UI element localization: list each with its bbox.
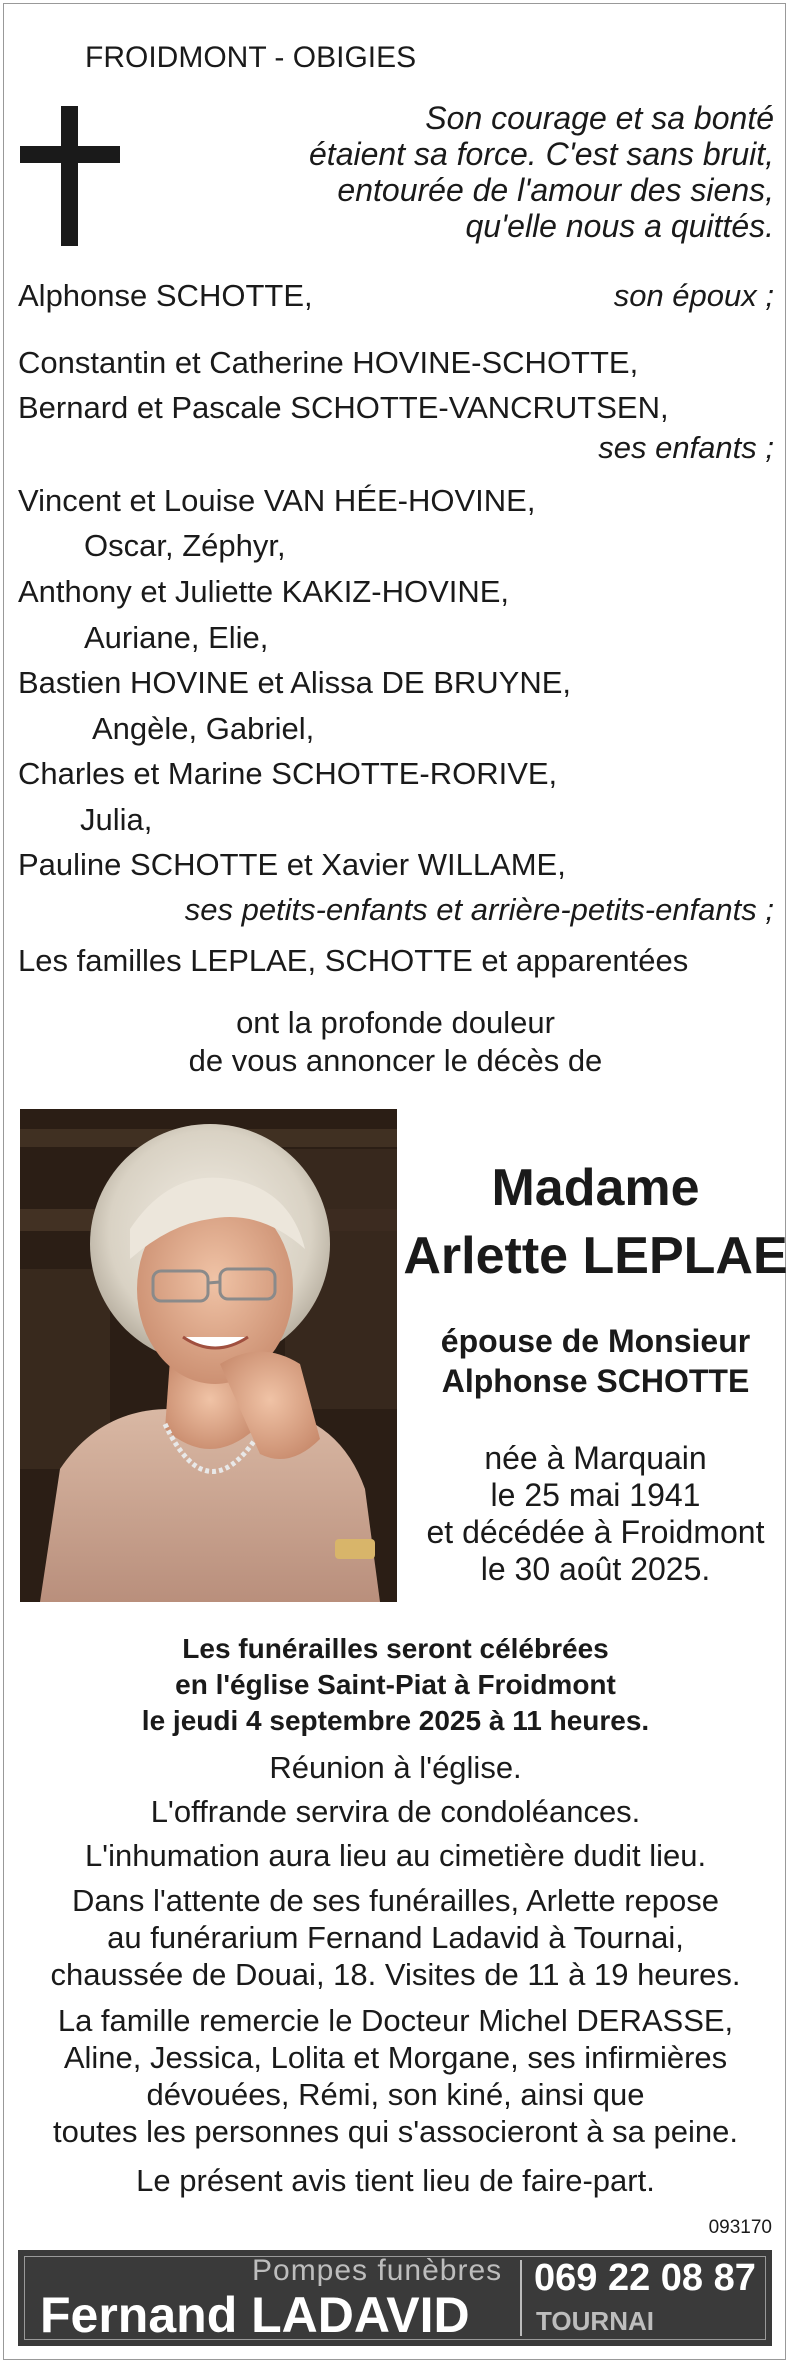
funeral-info-line: Réunion à l'église.	[269, 1750, 522, 1785]
funeral-line: le jeudi 4 septembre 2025 à 11 heures.	[141, 1705, 650, 1736]
banner-subtitle: Pompes funèbres	[252, 2254, 503, 2287]
deceased-title: Madame	[491, 1159, 700, 1217]
grandchild-line: Charles et Marine SCHOTTE-RORIVE,	[18, 756, 558, 791]
child-line: Constantin et Catherine HOVINE-SCHOTTE,	[18, 345, 639, 380]
funeral-info-line: La famille remercie le Docteur Michel DERASSE,	[57, 2003, 734, 2038]
funeral-info-line: toutes les personnes qui s'associeront à sa peine.	[53, 2114, 738, 2149]
epigraph-line: Son courage et sa bonté	[425, 100, 774, 136]
birth-line: le 25 mai 1941	[490, 1477, 701, 1513]
grandchild-line: Pauline SCHOTTE et Xavier WILLAME,	[18, 847, 566, 882]
banner-phone: 069 22 08 87	[534, 2257, 756, 2299]
death-line: et décédée à Froidmont	[426, 1514, 765, 1550]
announcement-line: de vous annoncer le décès de	[188, 1043, 603, 1078]
children-role: ses enfants ;	[598, 430, 774, 465]
funeral-line: en l'église Saint-Piat à Froidmont	[175, 1669, 616, 1700]
grandchild-line: Auriane, Elie,	[84, 620, 269, 655]
banner-name: Fernand LADAVID	[40, 2287, 470, 2343]
epigraph-line: entourée de l'amour des siens,	[337, 172, 774, 208]
announcement-line: ont la profonde douleur	[236, 1005, 555, 1040]
funeral-info-line: Dans l'attente de ses funérailles, Arlette repose	[72, 1883, 719, 1918]
portrait-photo	[20, 1109, 397, 1602]
funeral-info-line: Aline, Jessica, Lolita et Morgane, ses infirmières	[63, 2040, 728, 2075]
child-line: Bernard et Pascale SCHOTTE-VANCRUTSEN,	[18, 390, 669, 425]
death-line: le 30 août 2025.	[480, 1551, 711, 1587]
spouse-name: Alphonse SCHOTTE,	[18, 278, 313, 313]
funeral-info-line: Le présent avis tient lieu de faire-part.	[136, 2163, 655, 2198]
deceased-name: Arlette LEPLAE	[403, 1227, 788, 1285]
location-header: FROIDMONT - OBIGIES	[85, 41, 417, 74]
funeral-info-line: chaussée de Douai, 18. Visites de 11 à 19 heures.	[50, 1957, 741, 1992]
funeral-line: Les funérailles seront célébrées	[182, 1633, 609, 1664]
spouse-role: son époux ;	[613, 278, 774, 313]
funeral-info-line: au funérarium Fernand Ladavid à Tournai,	[107, 1920, 684, 1955]
grandchild-line: Bastien HOVINE et Alissa DE BRUYNE,	[18, 665, 572, 700]
grandchild-line: Anthony et Juliette KAKIZ-HOVINE,	[18, 574, 510, 609]
grandchild-line: Angèle, Gabriel,	[92, 711, 315, 746]
reference-number: 093170	[708, 2217, 772, 2238]
banner-divider	[520, 2260, 522, 2336]
banner-city: TOURNAI	[536, 2306, 654, 2336]
grandchild-line: Julia,	[80, 802, 153, 837]
grandchild-line: Oscar, Zéphyr,	[84, 528, 286, 563]
epigraph-line: étaient sa force. C'est sans bruit,	[309, 136, 774, 172]
funeral-info-line: dévouées, Rémi, son kiné, ainsi que	[146, 2077, 645, 2112]
grandchild-line: Vincent et Louise VAN HÉE-HOVINE,	[18, 483, 536, 518]
grandchildren-role: ses petits-enfants et arrière-petits-enfants ;	[184, 892, 774, 927]
epigraph-line: qu'elle nous a quittés.	[465, 208, 774, 244]
spouse-line: Alphonse SCHOTTE	[441, 1363, 750, 1399]
funeral-info-line: L'inhumation aura lieu au cimetière dudit lieu.	[84, 1838, 707, 1873]
funeral-info-line: L'offrande servira de condoléances.	[150, 1794, 641, 1829]
funeral-home-banner	[18, 2250, 772, 2346]
families-line: Les familles LEPLAE, SCHOTTE et apparentées	[18, 943, 689, 978]
birth-line: née à Marquain	[484, 1440, 707, 1476]
spouse-line: épouse de Monsieur	[440, 1323, 751, 1359]
